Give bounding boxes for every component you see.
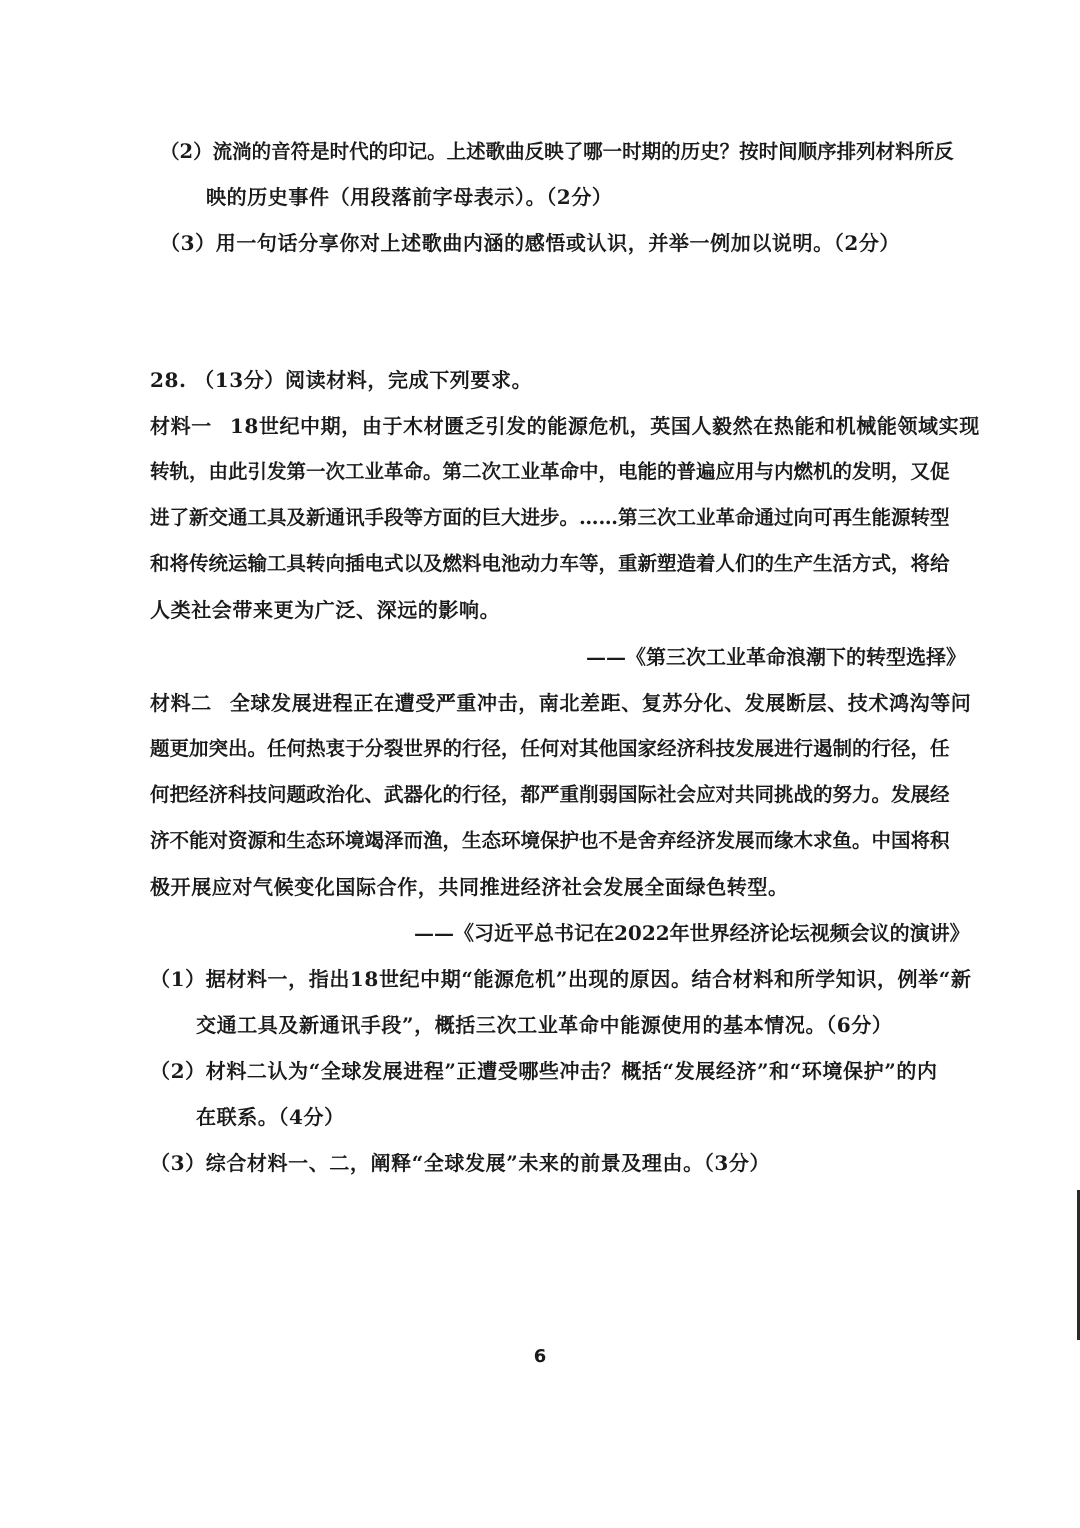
prev-question-2-line-2: 映的历史事件（用段落前字母表示）。（2分） (206, 185, 613, 209)
material-2-line-1 (150, 689, 971, 717)
page-number: 6 (533, 1346, 547, 1367)
material-1-line-4: 和将传统运输工具转向插电式以及燃料电池动力车等，重新塑造着人们的生产生活方式，将给 (150, 552, 950, 575)
material-2-source: ——《习近平总书记在2022年世界经济论坛视频会议的演讲》 (414, 921, 970, 945)
sub-question-3: （3）综合材料一、二，阐释“全球发展”未来的前景及理由。（3分） (150, 1151, 771, 1175)
prev-question-2-line-1: （2）流淌的音符是时代的印记。上述歌曲反映了哪一时期的历史？按时间顺序排列材料所反 (160, 140, 954, 163)
question-28-heading: 28. （13分）阅读材料，完成下列要求。 (150, 368, 533, 392)
sub-question-1-line-1: （1）据材料一，指出18世纪中期“能源危机”出现的原因。结合材料和所学知识，例举“新 (150, 967, 972, 991)
material-1-label: 材料一 (150, 414, 212, 438)
material-2-text: 全球发展进程正在遭受严重冲击，南北差距、复苏分化、发展断层、技术鸿沟等问 (229, 691, 972, 715)
material-1-line-3: 进了新交通工具及新通讯手段等方面的巨大进步。……第三次工业革命通过向可再生能源转型 (150, 506, 950, 529)
sub-question-2-line-2: 在联系。（4分） (196, 1105, 345, 1129)
prev-question-3: （3）用一句话分享你对上述歌曲内涵的感悟或认识，并举一例加以说明。（2分） (160, 231, 901, 255)
material-1-source: ——《第三次工业革命浪潮下的转型选择》 (586, 645, 966, 669)
sub-question-1-line-2: 交通工具及新通讯手段”，概括三次工业革命中能源使用的基本情况。（6分） (196, 1013, 893, 1037)
material-1-text: 18世纪中期，由于木材匮乏引发的能源危机，英国人毅然在热能和机械能领域实现 (229, 414, 980, 438)
material-1-line-5: 人类社会带来更为广泛、深远的影响。 (150, 598, 501, 622)
material-2-line-5: 极开展应对气候变化国际合作，共同推进经济社会发展全面绿色转型。 (150, 875, 789, 899)
sub-question-2-line-1: （2）材料二认为“全球发展进程”正遭受哪些冲击？概括“发展经济”和“环境保护”的内 (150, 1059, 938, 1083)
material-1-line-1 (150, 412, 980, 440)
material-1-line-2: 转轨，由此引发第一次工业革命。第二次工业革命中，电能的普遍应用与内燃机的发明，又促 (150, 460, 950, 483)
material-2-line-2: 题更加突出。任何热衷于分裂世界的行径，任何对其他国家经济科技发展进行遏制的行径，任 (150, 737, 950, 760)
material-2-line-3: 何把经济科技问题政治化、武器化的行径，都严重削弱国际社会应对共同挑战的努力。发展经 (150, 783, 950, 806)
material-2-line-4: 济不能对资源和生态环境竭泽而渔，生态环境保护也不是舍弃经济发展而缘木求鱼。中国将积 (150, 829, 950, 852)
material-2-label: 材料二 (150, 691, 212, 715)
